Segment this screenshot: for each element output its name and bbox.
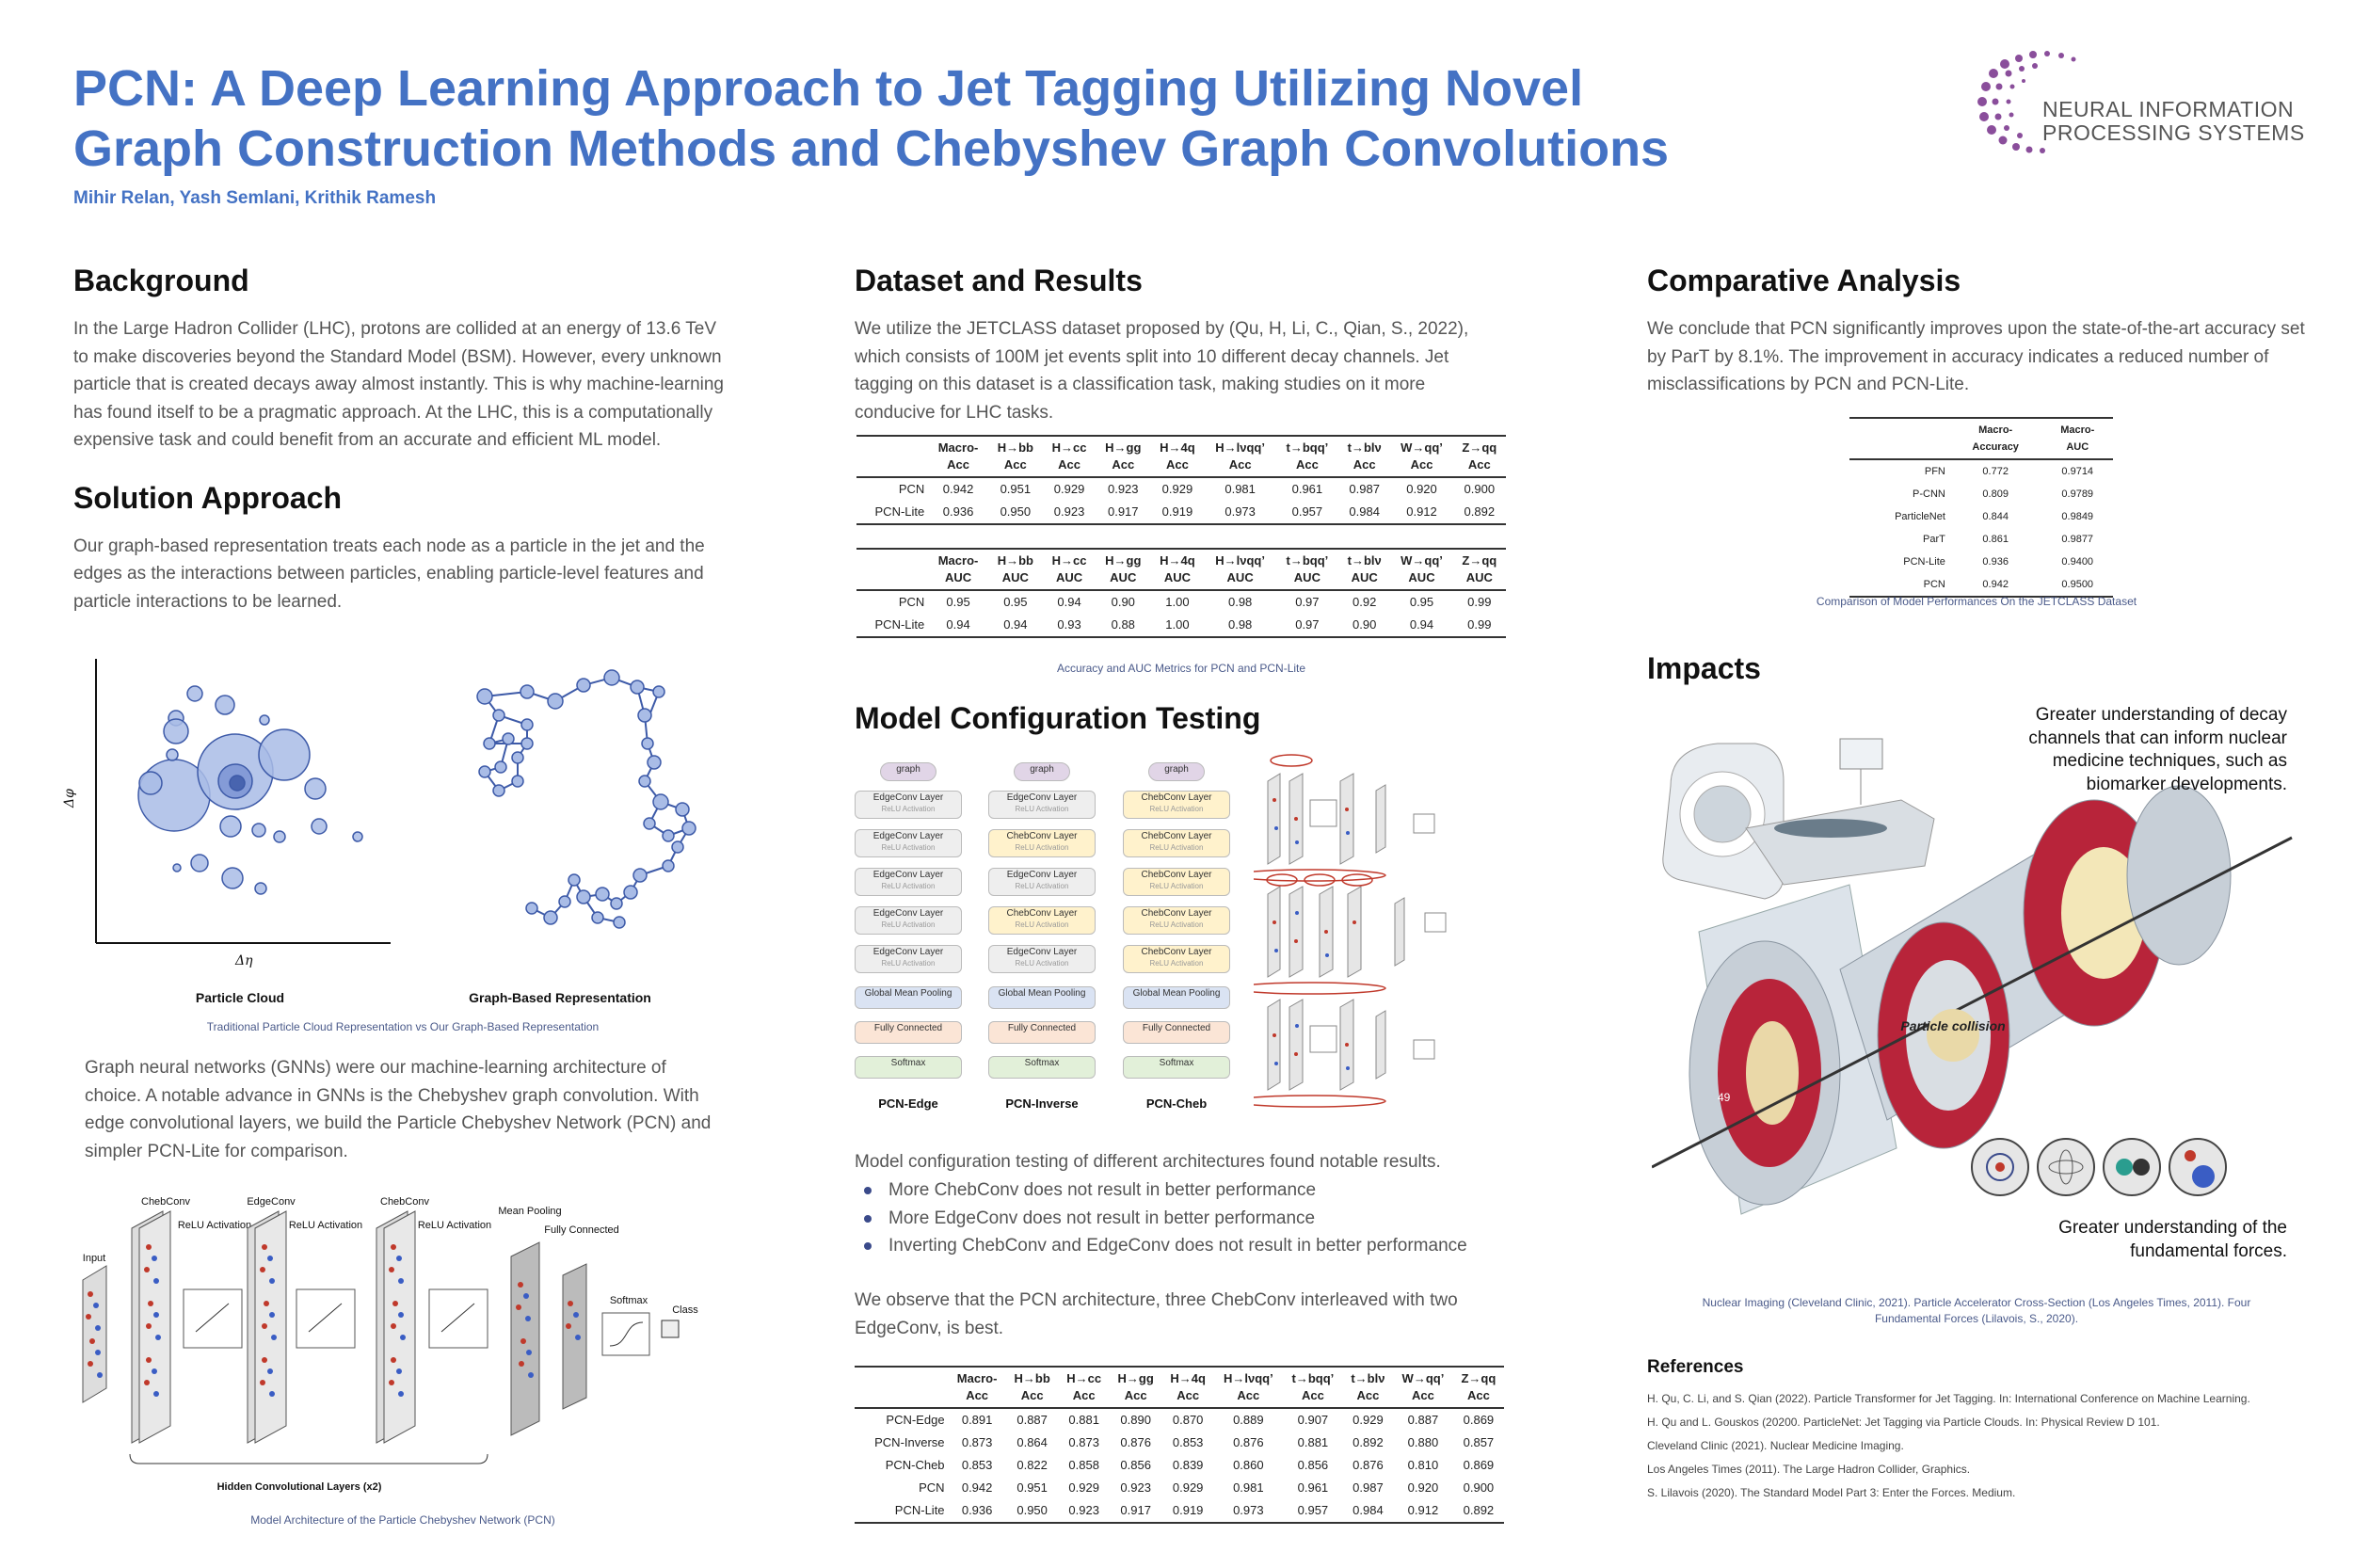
softmax-box: Softmax xyxy=(855,1056,962,1079)
column-right xyxy=(1647,264,2306,399)
mc-cell: 0.857 xyxy=(1463,1435,1495,1449)
mc-cell: 0.876 xyxy=(1353,1458,1384,1472)
pool-box: Global Mean Pooling xyxy=(855,986,962,1009)
reference-item: S. Lilavois (2020). The Standard Model Part 3: Enter the Forces. Medium. xyxy=(1647,1486,2016,1499)
mc-row xyxy=(855,1408,1504,1432)
conv-layer-box: EdgeConv Layer ReLU Activation xyxy=(855,791,962,819)
mc-col-header: Macro- Acc xyxy=(949,1367,1006,1408)
mc-cell: 0.864 xyxy=(1016,1435,1048,1449)
cmp-row xyxy=(1849,528,2113,551)
nuclear-scanner-icon xyxy=(1663,739,1934,899)
acc-cell: 0.961 xyxy=(1291,482,1323,496)
acc-cell: 0.919 xyxy=(1150,501,1204,524)
comparative-table xyxy=(1849,417,2113,598)
mc-cell: 0.891 xyxy=(961,1413,993,1427)
cmp-row xyxy=(1849,459,2113,483)
mc-cell: 0.887 xyxy=(1016,1413,1048,1427)
mc-cell: 0.860 xyxy=(1233,1458,1264,1472)
mc-row-label: PCN-Inverse xyxy=(874,1435,945,1449)
acc-col-header: H→gg Acc xyxy=(1096,436,1150,477)
cmp-cell: 0.809 xyxy=(1982,488,2009,500)
gnn-text: Graph neural networks (GNNs) were our machine-learning architecture of choice. A notable advance in GNNs is the Chebyshev graph convolution. With edge convolutional layers, we build the Particle Chebyshev Network (PCN) and simpler PCN-Lite for comparison. xyxy=(85,1058,712,1161)
auc-col-header: H→4q AUC xyxy=(1150,549,1204,590)
cmp-row-label: PCN xyxy=(1849,573,1949,597)
graph-node: graph xyxy=(1148,762,1205,781)
poster-title xyxy=(73,58,1768,179)
impacts-caption: Nuclear Imaging (Cleveland Clinic, 2021). Particle Accelerator Cross-Section (Los Angeles Times, 2011). Four Fundamental Forces (Lilavois, S., 2020). xyxy=(1702,1296,2251,1325)
mc-cell: 0.892 xyxy=(1353,1435,1384,1449)
title-line-2: Graph Construction Methods and Chebyshev Graph Convolutions xyxy=(73,120,1670,177)
impacts-heading: Impacts xyxy=(1647,651,1761,685)
mc-cell: 0.929 xyxy=(1353,1413,1384,1427)
impacts-note-1: Greater understanding of decay channels that can inform nuclear medicine techniques, such as biomarker developments. xyxy=(2028,705,2287,794)
conv-layer-box: ChebConv Layer ReLU Activation xyxy=(988,829,1096,857)
acc-col-header: H→cc Acc xyxy=(1043,436,1096,477)
mc-cell: 0.853 xyxy=(1172,1435,1204,1449)
axis-y-label: Δφ xyxy=(62,789,77,808)
auc-col-header: H→bb AUC xyxy=(988,549,1043,590)
solution-heading: Solution Approach xyxy=(73,480,343,515)
acc-row xyxy=(856,501,1506,524)
auc-row xyxy=(856,590,1506,614)
cmp-cell: 0.9714 xyxy=(2061,466,2094,477)
acc-cell: 0.957 xyxy=(1276,501,1338,524)
mc-cell: 0.923 xyxy=(1120,1480,1151,1495)
mc-cell: 0.887 xyxy=(1407,1413,1439,1427)
cmp-row xyxy=(1849,573,2113,597)
conv-layer-box: EdgeConv Layer ReLU Activation xyxy=(988,868,1096,896)
fc-box: Fully Connected xyxy=(855,1021,962,1044)
cmp-cell: 0.772 xyxy=(1982,466,2009,477)
dataset-caption: Accuracy and AUC Metrics for PCN and PCN-Lite xyxy=(1056,662,1306,675)
auc-col-header: W→qq’ AUC xyxy=(1390,549,1452,590)
acc-col-header: H→bb Acc xyxy=(988,436,1043,477)
mc-cell: 0.981 xyxy=(1233,1480,1264,1495)
auc-cell: 0.94 xyxy=(928,614,988,637)
mc-cell: 0.869 xyxy=(1463,1413,1495,1427)
acc-col-header: H→4q Acc xyxy=(1150,436,1204,477)
title-line-1: PCN: A Deep Learning Approach to Jet Tagging Utilizing Novel xyxy=(73,60,1584,117)
cmp-row xyxy=(1849,505,2113,528)
mc-cell: 0.987 xyxy=(1353,1480,1384,1495)
reference-item: H. Qu and L. Gouskos (20200. ParticleNet: Jet Tagging via Particle Clouds. In: Physical Review D 101. xyxy=(1647,1416,2160,1429)
auc-col-header: t→blν AUC xyxy=(1338,549,1390,590)
acc-cell: 0.984 xyxy=(1338,501,1390,524)
auc-cell: 0.90 xyxy=(1338,614,1390,637)
particle-fig-caption: Traditional Particle Cloud Representation vs Our Graph-Based Representation xyxy=(206,1020,600,1033)
conv-layer-box: ChebConv Layer ReLU Activation xyxy=(988,906,1096,935)
auc-cell: 0.95 xyxy=(1409,595,1434,609)
graph-node: graph xyxy=(880,762,936,781)
auc-col-header: Macro- AUC xyxy=(928,549,988,590)
mc-col-header: H→cc Acc xyxy=(1059,1367,1110,1408)
mc-cell: 0.876 xyxy=(1120,1435,1151,1449)
graph-node: graph xyxy=(1014,762,1070,781)
acc-col-header: W→qq’ Acc xyxy=(1390,436,1452,477)
auc-cell: 0.97 xyxy=(1276,614,1338,637)
mc-cell: 0.961 xyxy=(1297,1480,1329,1495)
arch-relu3-label: ReLU Activation xyxy=(417,1220,492,1231)
mc-col-header: W→qq’ Acc xyxy=(1393,1367,1453,1408)
auc-cell: 0.94 xyxy=(988,614,1043,637)
arch-fc-label: Fully Connected xyxy=(544,1224,619,1236)
conv-layer-box: EdgeConv Layer ReLU Activation xyxy=(855,945,962,973)
bullet-item: More ChebConv does not result in better performance xyxy=(855,1176,1495,1205)
mc-cell: 0.880 xyxy=(1407,1435,1439,1449)
fundamental-forces-icon xyxy=(1972,1139,2226,1195)
acc-cell: 0.942 xyxy=(942,482,974,496)
softmax-box: Softmax xyxy=(988,1056,1096,1079)
cmp-cell: 0.861 xyxy=(1982,534,2009,545)
bullet-item: More EdgeConv does not result in better performance xyxy=(855,1205,1495,1233)
comparative-text: We conclude that PCN significantly improves upon the state-of-the-art accuracy set by ParT by 8.1%. The improvement in accuracy indicates a reduced number of misclassifications by PCN and PCN-Lite. xyxy=(1647,319,2305,394)
auc-cell: 0.95 xyxy=(1003,595,1028,609)
cmp-cell: 0.844 xyxy=(1982,511,2009,522)
background-text: In the Large Hadron Collider (LHC), protons are collided at an energy of 13.6 TeV to make discoveries beyond the Standard Model (BSM). However, every unknown particle that is created decays away almost instantly. This is why machine-learning has found itself to be a pragmatic approach. At the LHC, this is a computationally expensive task and could benefit from an accurate and efficient ML model. xyxy=(73,319,724,450)
arch-caption: Model Architecture of the Particle Chebyshev Network (PCN) xyxy=(250,1513,555,1527)
acc-cell: 0.951 xyxy=(1000,482,1032,496)
acc-cell: 0.936 xyxy=(928,501,988,524)
reference-item: Cleveland Clinic (2021). Nuclear Medicine Imaging. xyxy=(1647,1439,1904,1452)
acc-cell: 0.929 xyxy=(1161,482,1193,496)
auc-corner xyxy=(856,549,928,590)
logo-text: NEURAL INFORMATION PROCESSING SYSTEMS xyxy=(2042,97,2305,145)
model-config-intro: Model configuration testing of different architectures found notable results. xyxy=(855,1152,1441,1172)
auc-table xyxy=(856,548,1506,638)
mc-cell: 0.881 xyxy=(1068,1413,1099,1427)
auc-cell: 0.97 xyxy=(1295,595,1320,609)
mc-row xyxy=(855,1432,1504,1454)
mc-cell: 0.858 xyxy=(1068,1458,1099,1472)
cmp-cell: 0.9500 xyxy=(2041,573,2113,597)
conv-layer-box: ChebConv Layer ReLU Activation xyxy=(1123,945,1230,973)
mc-cell: 0.984 xyxy=(1343,1499,1393,1523)
acc-cell: 0.950 xyxy=(988,501,1043,524)
arch-chebconv2-label: ChebConv xyxy=(380,1196,429,1208)
arch-input-label: Input xyxy=(82,1253,106,1264)
cmp-cell: 0.9789 xyxy=(2061,488,2094,500)
model-config-bullets xyxy=(855,1176,1495,1260)
mc-cell: 0.892 xyxy=(1453,1499,1504,1523)
fc-box: Fully Connected xyxy=(988,1021,1096,1044)
acc-cell: 0.987 xyxy=(1349,482,1380,496)
model-config-conclusion: We observe that the PCN architecture, three ChebConv interleaved with two EdgeConv, is best. xyxy=(855,1290,1458,1338)
comparative-caption: Comparison of Model Performances On the JETCLASS Dataset xyxy=(1816,595,2137,608)
acc-cell: 0.929 xyxy=(1053,482,1085,496)
dataset-text: We utilize the JETCLASS dataset proposed by (Qu, H, Li, C., Qian, S., 2022), which consists of 100M jet events split into 10 different decay channels. Jet tagging on this dataset is a classification task, making studies on it more conducive for LHC tasks. xyxy=(855,319,1469,423)
impacts-illustration xyxy=(1652,725,2301,1242)
cmp-row-label: PFN xyxy=(1924,466,1945,477)
mc-cell: 0.810 xyxy=(1407,1458,1439,1472)
auc-cell: 0.88 xyxy=(1096,614,1150,637)
acc-cell: 0.923 xyxy=(1043,501,1096,524)
mc-cell: 0.900 xyxy=(1463,1480,1495,1495)
softmax-box: Softmax xyxy=(1123,1056,1230,1079)
acc-col-header: H→lνqq’ Acc xyxy=(1205,436,1276,477)
acc-row xyxy=(856,477,1506,501)
mc-cell: 0.870 xyxy=(1172,1413,1204,1427)
mc-cell: 0.839 xyxy=(1172,1458,1204,1472)
mc-cell: 0.936 xyxy=(949,1499,1006,1523)
mc-cell: 0.822 xyxy=(1016,1458,1048,1472)
conv-layer-box: EdgeConv Layer ReLU Activation xyxy=(855,829,962,857)
auc-cell: 1.00 xyxy=(1165,595,1190,609)
mc-col-header: Z→qq Acc xyxy=(1453,1367,1504,1408)
impacts-note-2: Greater understanding of the fundamental forces. xyxy=(2058,1218,2287,1261)
mc-cell: 0.869 xyxy=(1463,1458,1495,1472)
mc-row xyxy=(855,1454,1504,1477)
auc-col-header: H→cc AUC xyxy=(1043,549,1096,590)
particle-collision-label: Particle collision xyxy=(1900,1018,2006,1033)
column-left xyxy=(73,264,732,616)
mc-col-header: t→blν Acc xyxy=(1343,1367,1393,1408)
references-heading: References xyxy=(1647,1357,1744,1377)
auc-col-header: H→gg AUC xyxy=(1096,549,1150,590)
config-variants-diagram xyxy=(1254,753,1517,1115)
mc-cell: 0.873 xyxy=(1068,1435,1099,1449)
cmp-cell: 0.9849 xyxy=(2061,511,2094,522)
background-heading: Background xyxy=(73,264,249,297)
conv-layer-box: EdgeConv Layer ReLU Activation xyxy=(855,906,962,935)
mc-cell: 0.873 xyxy=(961,1435,993,1449)
cmp-col-header: Macro- AUC xyxy=(2041,418,2113,459)
mc-cell: 0.919 xyxy=(1162,1499,1214,1523)
mc-cell: 0.917 xyxy=(1110,1499,1162,1523)
acc-cell: 0.923 xyxy=(1107,482,1139,496)
auc-cell: 0.94 xyxy=(1390,614,1452,637)
cmp-corner xyxy=(1849,418,1949,459)
accuracy-table xyxy=(856,435,1506,525)
acc-cell: 0.973 xyxy=(1205,501,1276,524)
model-config-heading: Model Configuration Testing xyxy=(855,701,1261,735)
acc-corner xyxy=(856,436,928,477)
acc-cell: 0.892 xyxy=(1453,501,1506,524)
reference-item: H. Qu, C. Li, and S. Qian (2022). Particle Transformer for Jet Tagging. In: International Conference on Machine Learning. xyxy=(1647,1392,2250,1405)
mc-row xyxy=(855,1499,1504,1523)
arch-relu1-label: ReLU Activation xyxy=(177,1220,252,1231)
auc-row-label: PCN-Lite xyxy=(856,614,928,637)
acc-col-header: Macro- Acc xyxy=(928,436,988,477)
cmp-row-label: P-CNN xyxy=(1913,488,1945,500)
model-config-diagram xyxy=(847,762,1252,1120)
pool-box: Global Mean Pooling xyxy=(1123,986,1230,1009)
acc-col-header: t→blν Acc xyxy=(1338,436,1390,477)
auc-cell: 0.95 xyxy=(946,595,970,609)
mc-cell: 0.920 xyxy=(1407,1480,1439,1495)
conv-layer-box: ChebConv Layer ReLU Activation xyxy=(1123,791,1230,819)
acc-col-header: t→bqq’ Acc xyxy=(1276,436,1338,477)
mc-cell: 0.890 xyxy=(1120,1413,1151,1427)
mc-row-label: PCN-Cheb xyxy=(885,1458,945,1472)
arch-meanpool-label: Mean Pooling xyxy=(498,1206,562,1217)
auc-row-label: PCN xyxy=(898,595,925,609)
mc-cell: 0.856 xyxy=(1120,1458,1151,1472)
mc-cell: 0.950 xyxy=(1006,1499,1059,1523)
detector-number: 49 xyxy=(1718,1091,1731,1104)
solution-text: Our graph-based representation treats each node as a particle in the jet and the edges as the interactions between particles, enabling particle-level features and particle interactions to be learned. xyxy=(73,536,705,612)
architecture-diagram xyxy=(73,1191,732,1496)
references-list xyxy=(1647,1391,2297,1501)
pool-box: Global Mean Pooling xyxy=(988,986,1096,1009)
mc-cell: 0.923 xyxy=(1059,1499,1110,1523)
cmp-cell: 0.936 xyxy=(1982,556,2009,568)
arch-relu2-label: ReLU Activation xyxy=(288,1220,363,1231)
mc-cell: 0.929 xyxy=(1172,1480,1204,1495)
mc-cell: 0.907 xyxy=(1297,1413,1329,1427)
mc-col-header: H→lνqq’ Acc xyxy=(1214,1367,1283,1408)
reference-item: Los Angeles Times (2011). The Large Hadron Collider, Graphics. xyxy=(1647,1463,1971,1476)
conv-layer-box: EdgeConv Layer ReLU Activation xyxy=(855,868,962,896)
acc-cell: 0.981 xyxy=(1225,482,1256,496)
fig-label-particle-cloud: Particle Cloud xyxy=(195,990,285,1005)
cmp-cell: 0.942 xyxy=(1949,573,2042,597)
arch-hidden-label: Hidden Convolutional Layers (x2) xyxy=(216,1481,382,1493)
mc-col-header: H→bb Acc xyxy=(1006,1367,1059,1408)
cmp-row-label: PCN-Lite xyxy=(1903,556,1945,568)
mc-row-label: PCN-Lite xyxy=(855,1499,949,1523)
config-column-label: PCN-Cheb xyxy=(1145,1096,1208,1111)
auc-cell: 1.00 xyxy=(1150,614,1204,637)
acc-cell: 0.920 xyxy=(1406,482,1437,496)
acc-row-label: PCN-Lite xyxy=(856,501,928,524)
auc-row xyxy=(856,614,1506,637)
conv-layer-box: ChebConv Layer ReLU Activation xyxy=(1123,829,1230,857)
acc-col-header: Z→qq Acc xyxy=(1453,436,1506,477)
cmp-cell: 0.9877 xyxy=(2061,534,2094,545)
authors: Mihir Relan, Yash Semlani, Krithik Ramesh xyxy=(73,188,437,208)
auc-cell: 0.98 xyxy=(1227,595,1253,609)
mc-cell: 0.942 xyxy=(961,1480,993,1495)
acc-cell: 0.900 xyxy=(1464,482,1496,496)
arch-edgeconv-label: EdgeConv xyxy=(247,1196,296,1208)
mc-cell: 0.929 xyxy=(1068,1480,1099,1495)
conv-layer-box: ChebConv Layer ReLU Activation xyxy=(1123,906,1230,935)
particle-cloud-figure xyxy=(56,649,715,1026)
auc-cell: 0.90 xyxy=(1111,595,1135,609)
comparative-heading: Comparative Analysis xyxy=(1647,264,1961,297)
config-column-label: PCN-Inverse xyxy=(1005,1096,1079,1111)
mc-cell: 0.951 xyxy=(1016,1480,1048,1495)
mc-cell: 0.889 xyxy=(1233,1413,1264,1427)
mc-row xyxy=(855,1477,1504,1499)
fig-label-graph: Graph-Based Representation xyxy=(469,990,651,1005)
mc-cell: 0.881 xyxy=(1297,1435,1329,1449)
arch-class-label: Class xyxy=(672,1304,698,1316)
axis-x-label: Δη xyxy=(235,953,253,968)
auc-cell: 0.93 xyxy=(1043,614,1096,637)
dataset-heading: Dataset and Results xyxy=(855,264,1143,297)
cmp-row xyxy=(1849,551,2113,573)
mc-col-header: t→bqq’ Acc xyxy=(1283,1367,1343,1408)
conv-layer-box: EdgeConv Layer ReLU Activation xyxy=(988,791,1096,819)
mc-cell: 0.912 xyxy=(1393,1499,1453,1523)
arch-chebconv1-label: ChebConv xyxy=(141,1196,190,1208)
mc-row-label: PCN-Edge xyxy=(886,1413,945,1427)
mc-col-header: H→4q Acc xyxy=(1162,1367,1214,1408)
config-column-label: PCN-Edge xyxy=(878,1096,938,1111)
cmp-col-header: Macro- Accuracy xyxy=(1949,418,2042,459)
cmp-row-label: ParticleNet xyxy=(1895,511,1945,522)
auc-col-header: t→bqq’ AUC xyxy=(1276,549,1338,590)
auc-cell: 0.98 xyxy=(1205,614,1276,637)
model-config-table xyxy=(855,1366,1504,1524)
mc-cell: 0.853 xyxy=(961,1458,993,1472)
conv-layer-box: ChebConv Layer ReLU Activation xyxy=(1123,868,1230,896)
auc-cell: 0.92 xyxy=(1353,595,1377,609)
arch-softmax-label: Softmax xyxy=(609,1295,648,1306)
mc-corner xyxy=(855,1367,949,1408)
column-middle xyxy=(855,264,1504,426)
references xyxy=(1647,1357,2297,1509)
acc-cell: 0.917 xyxy=(1096,501,1150,524)
fc-box: Fully Connected xyxy=(1123,1021,1230,1044)
cmp-cell: 0.9400 xyxy=(2061,556,2094,568)
auc-col-header: H→lνqq’ AUC xyxy=(1205,549,1276,590)
auc-col-header: Z→qq AUC xyxy=(1453,549,1506,590)
auc-cell: 0.94 xyxy=(1057,595,1081,609)
auc-cell: 0.99 xyxy=(1467,595,1492,609)
mc-cell: 0.973 xyxy=(1214,1499,1283,1523)
mc-cell: 0.957 xyxy=(1283,1499,1343,1523)
acc-row-label: PCN xyxy=(898,482,925,496)
cmp-row xyxy=(1849,483,2113,505)
mc-cell: 0.876 xyxy=(1233,1435,1264,1449)
bullet-item: Inverting ChebConv and EdgeConv does not result in better performance xyxy=(855,1232,1495,1260)
mc-col-header: H→gg Acc xyxy=(1110,1367,1162,1408)
conv-layer-box: EdgeConv Layer ReLU Activation xyxy=(988,945,1096,973)
cmp-row-label: ParT xyxy=(1923,534,1945,545)
auc-cell: 0.99 xyxy=(1453,614,1506,637)
mc-cell: 0.856 xyxy=(1297,1458,1329,1472)
mc-row-label: PCN xyxy=(919,1480,945,1495)
acc-cell: 0.912 xyxy=(1390,501,1452,524)
